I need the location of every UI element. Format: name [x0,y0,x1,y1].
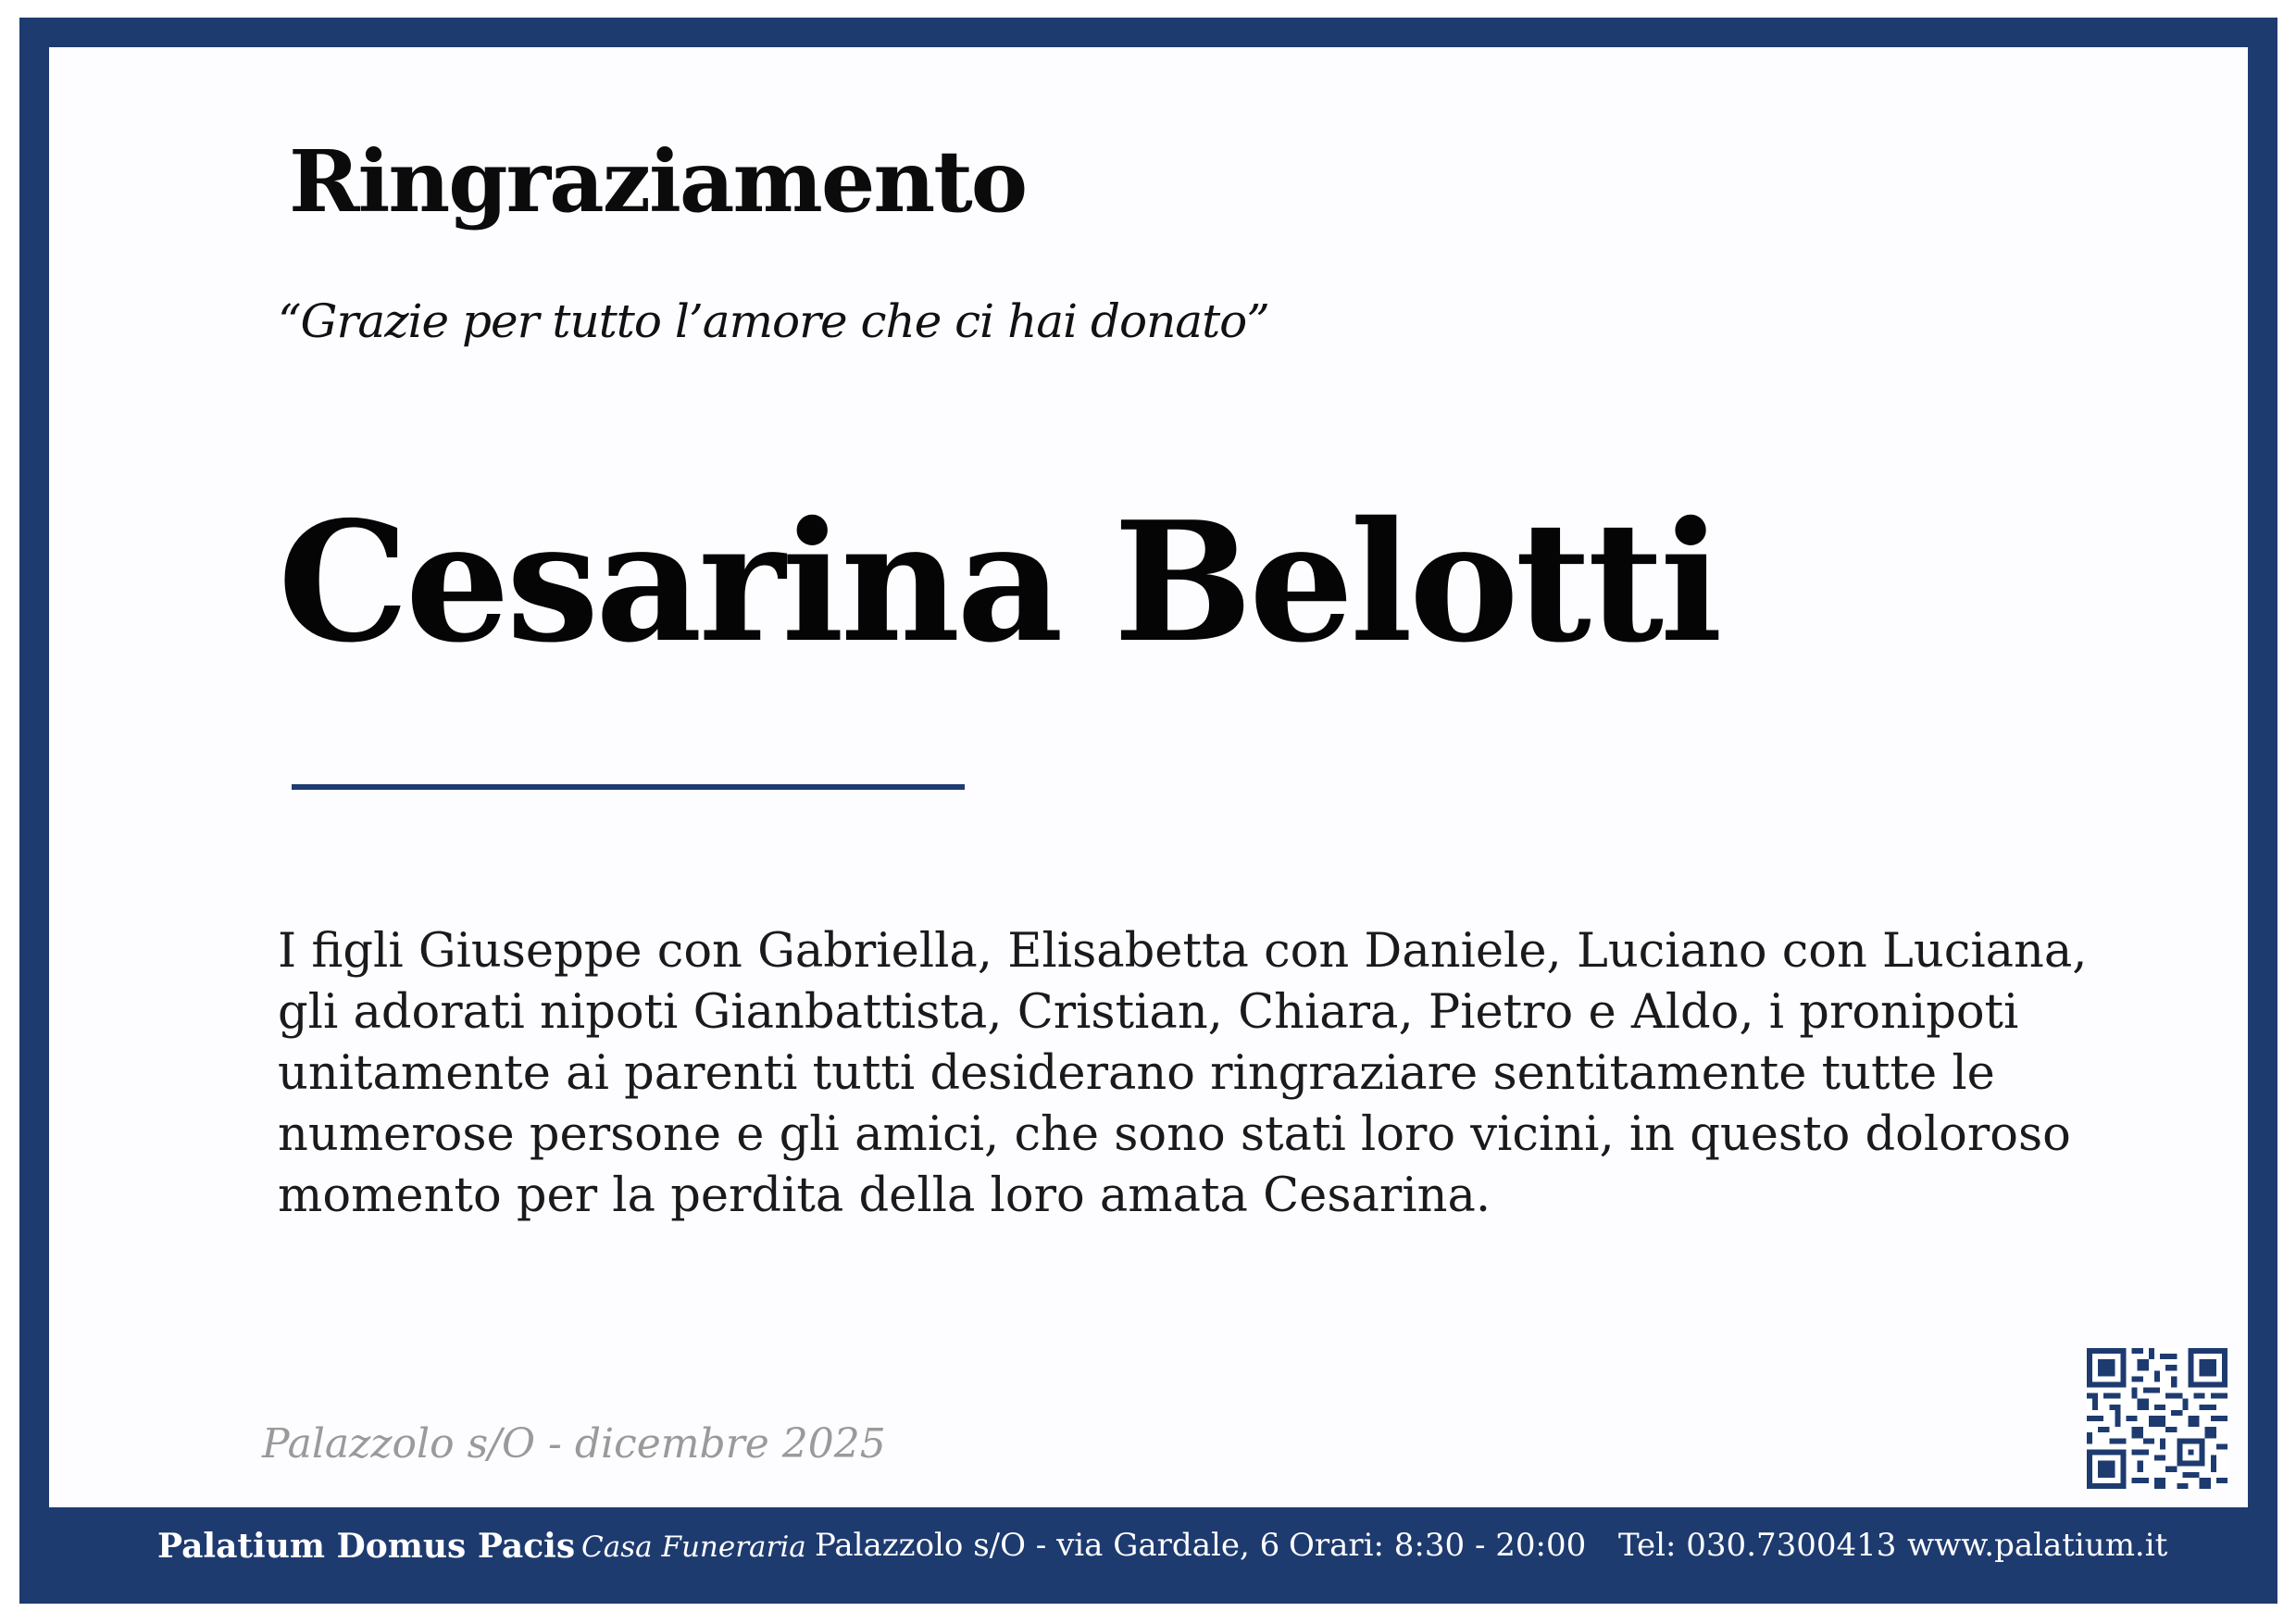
footer-brand: Palatium Domus Pacis [157,1527,576,1566]
deceased-name: Cesarina Belotti [278,485,1719,679]
place-date: Palazzolo s/O - dicembre 2025 [262,1420,886,1468]
page-heading: Ringraziamento [289,131,1027,231]
footer-address: Palazzolo s/O - via Gardale, 6 [815,1527,1280,1564]
quote-text: “Grazie per tutto l’amore che ci hai donato” [278,294,1269,348]
footer-phone: Tel: 030.7300413 [1618,1527,1897,1564]
footer-bar [0,1518,2296,1578]
divider-line [292,784,965,790]
footer-website[interactable]: www.palatium.it [1907,1527,2168,1564]
content-panel [49,47,2248,1507]
footer-hours: Orari: 8:30 - 20:00 [1289,1527,1587,1564]
footer-subtitle: Casa Funeraria [581,1530,806,1564]
thanks-message: I figli Giuseppe con Gabriella, Elisabetta con Daniele, Luciano con Luciana, gli adorati nipoti Gianbattista, Cristian, Chiara, Pietro e Aldo, i pronipoti unitamente ai parenti tutti desiderano ringraziare sentitamente tutte le numerose persone e gli amici, che sono stati loro vicini, in questo doloroso momento per la perdita della loro amata Cesarina. [278,924,2088,1223]
qr-code-icon [2087,1348,2227,1489]
